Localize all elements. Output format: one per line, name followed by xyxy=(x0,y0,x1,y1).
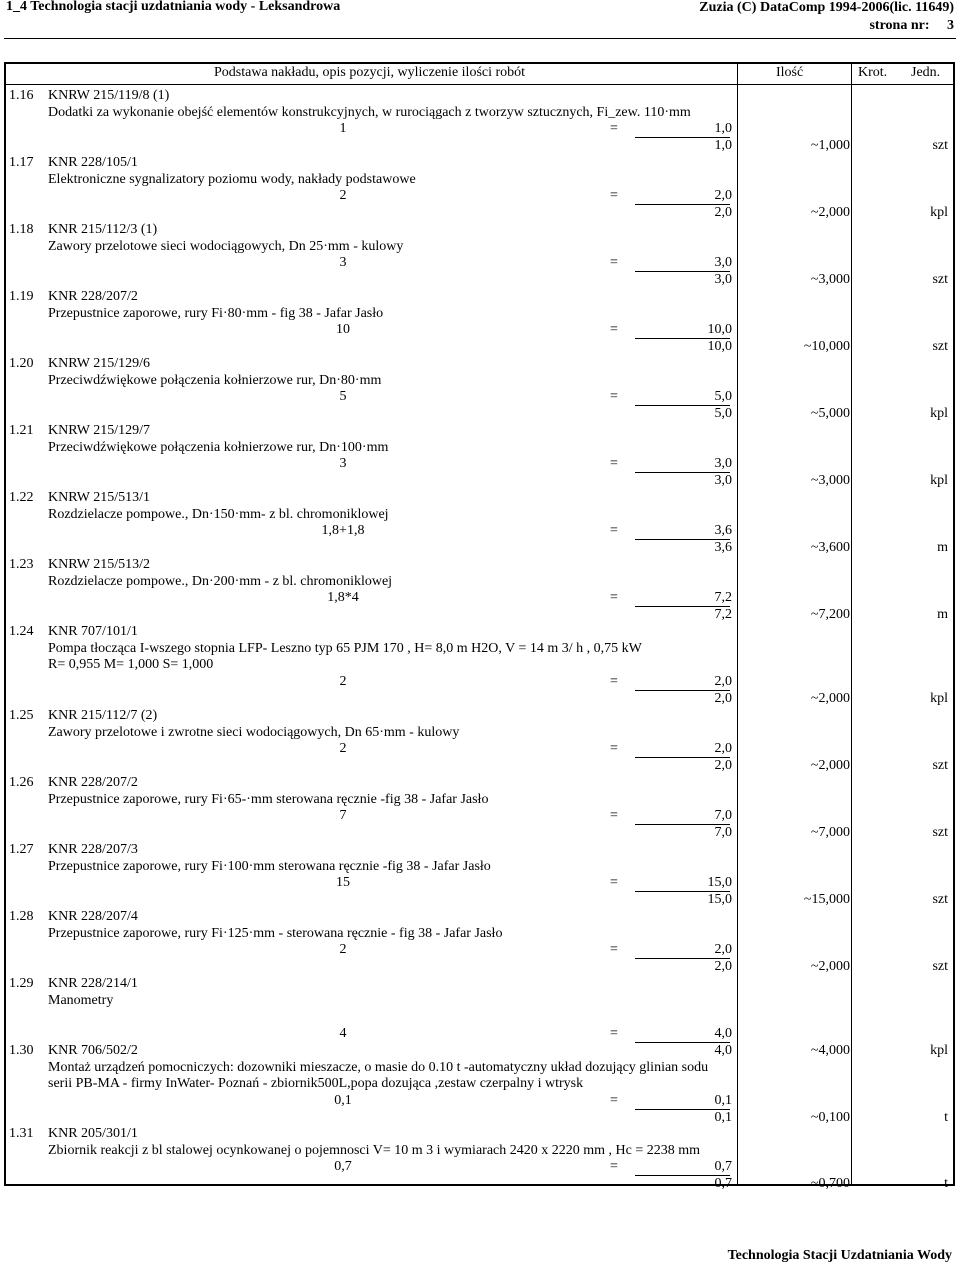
item-quantity: ~0,100 xyxy=(810,1109,850,1125)
item-expression: 3 xyxy=(339,456,347,472)
column-header-qty: Ilość xyxy=(776,65,804,80)
item-description: Dodatki za wykonanie obejść elementów konstrukcyjnych, w rurociągach z tworzyw sztucznych, Fi_zew. 110·mm xyxy=(48,104,691,120)
item-code: KNRW 215/119/8 (1) xyxy=(48,88,170,103)
item-description: Przepustnice zaporowe, rury Fi·80·mm - fig 38 - Jafar Jasło xyxy=(48,305,384,321)
item-quantity: ~4,000 xyxy=(810,1042,850,1058)
column-divider-qty xyxy=(737,62,738,1186)
item-code: KNR 205/301/1 xyxy=(48,1126,138,1141)
item-description: Przepustnice zaporowe, rury Fi·125·mm - sterowana ręcznie - fig 38 - Jafar Jasło xyxy=(48,925,503,941)
item-code: KNR 706/502/2 xyxy=(48,1043,138,1058)
item-total: 15,0 xyxy=(707,892,732,908)
item-equals: = xyxy=(610,255,618,271)
item-total: 2,0 xyxy=(714,959,732,975)
item-number: 1.30 xyxy=(9,1043,34,1058)
item-value: 2,0 xyxy=(714,741,732,757)
item-quantity: ~2,000 xyxy=(810,205,850,221)
item-value: 2,0 xyxy=(714,188,732,204)
item-number: 1.19 xyxy=(9,289,34,304)
item-expression: 1 xyxy=(339,121,347,137)
column-header-rule xyxy=(4,84,955,85)
item-total: 7,0 xyxy=(714,825,732,841)
item-equals: = xyxy=(610,875,618,891)
item-unit: szt xyxy=(932,272,948,288)
item-quantity: ~2,000 xyxy=(810,758,850,774)
item-expression: 3 xyxy=(339,255,347,271)
item-value: 3,0 xyxy=(714,456,732,472)
item-unit: szt xyxy=(932,339,948,355)
item-total: 3,0 xyxy=(714,473,732,489)
item-unit: m xyxy=(937,607,948,623)
item-expression: 2 xyxy=(339,741,347,757)
item-number: 1.28 xyxy=(9,909,34,924)
item-code: KNR 215/112/3 (1) xyxy=(48,222,158,237)
item-value: 4,0 xyxy=(714,1026,732,1042)
item-code: KNRW 215/129/6 xyxy=(48,356,151,371)
item-description: Zawory przelotowe i zwrotne sieci wodociągowych, Dn 65·mm - kulowy xyxy=(48,724,460,740)
page-number: 3 xyxy=(947,18,954,33)
item-quantity: ~7,200 xyxy=(810,607,850,623)
item-total: 0,7 xyxy=(714,1176,732,1192)
item-quantity: ~2,000 xyxy=(810,959,850,975)
item-unit: szt xyxy=(932,138,948,154)
item-code: KNRW 215/129/7 xyxy=(48,423,151,438)
item-expression: 1,8*4 xyxy=(327,590,359,606)
item-code: KNR 228/214/1 xyxy=(48,976,138,991)
item-description: Montaż urządzeń pomocniczych: dozowniki mieszacze, o masie do 0.10 t -automatyczny układ dozujący glinian sodu xyxy=(48,1059,709,1075)
item-description: Przepustnice zaporowe, rury Fi·100·mm sterowana ręcznie -fig 38 - Jafar Jasło xyxy=(48,858,491,874)
item-value: 0,7 xyxy=(714,1159,732,1175)
item-description: Zawory przelotowe sieci wodociągowych, Dn 25·mm - kulowy xyxy=(48,238,404,254)
item-number: 1.27 xyxy=(9,842,34,857)
item-quantity: ~7,000 xyxy=(810,825,850,841)
item-unit: kpl xyxy=(930,406,948,422)
page-label: strona nr: xyxy=(869,18,930,33)
item-value: 7,0 xyxy=(714,808,732,824)
column-header-basis: Podstawa nakładu, opis pozycji, wyliczenie ilości robót xyxy=(214,65,526,80)
item-unit: szt xyxy=(932,892,948,908)
item-expression: 2 xyxy=(339,674,347,690)
item-total: 0,1 xyxy=(714,1109,732,1125)
item-quantity: ~1,000 xyxy=(810,138,850,154)
item-unit: kpl xyxy=(930,690,948,706)
item-total: 10,0 xyxy=(707,339,732,355)
item-expression: 1,8+1,8 xyxy=(321,523,365,539)
item-equals: = xyxy=(610,188,618,204)
item-expression: 0,7 xyxy=(334,1159,352,1175)
item-equals: = xyxy=(610,121,618,137)
item-equals: = xyxy=(610,942,618,958)
item-number: 1.20 xyxy=(9,356,34,371)
item-quantity: ~3,600 xyxy=(810,540,850,556)
item-code: KNR 228/105/1 xyxy=(48,155,138,170)
item-code: KNRW 215/513/1 xyxy=(48,490,151,505)
item-code: KNR 228/207/2 xyxy=(48,289,138,304)
item-expression: 0,1 xyxy=(334,1093,352,1109)
item-quantity: ~3,000 xyxy=(810,272,850,288)
item-number: 1.17 xyxy=(9,155,34,170)
item-number: 1.22 xyxy=(9,490,34,505)
item-total: 2,0 xyxy=(714,205,732,221)
document-title: 1_4 Technologia stacji uzdatniania wody - Leksandrowa xyxy=(6,0,341,14)
footer-text: Technologia Stacji Uzdatniania Wody xyxy=(727,1248,952,1263)
item-unit: kpl xyxy=(930,473,948,489)
item-equals: = xyxy=(610,674,618,690)
item-value: 3,0 xyxy=(714,255,732,271)
item-unit: szt xyxy=(932,959,948,975)
item-quantity: ~15,000 xyxy=(803,892,850,908)
item-unit: t xyxy=(944,1109,948,1125)
item-unit: szt xyxy=(932,758,948,774)
item-description: serii PB-MA - firmy InWater- Poznań - zbiornik500L,popa dozująca ,zestaw czerpalny i wtrysk xyxy=(48,1076,584,1092)
item-expression: 15 xyxy=(336,875,350,891)
item-value: 5,0 xyxy=(714,389,732,405)
item-total: 3,6 xyxy=(714,540,732,556)
item-code: KNR 707/101/1 xyxy=(48,624,138,639)
item-description: Elektroniczne sygnalizatory poziomu wody, nakłady podstawowe xyxy=(48,171,416,187)
item-number: 1.21 xyxy=(9,423,34,438)
item-number: 1.25 xyxy=(9,708,34,723)
item-equals: = xyxy=(610,590,618,606)
item-expression: 5 xyxy=(339,389,347,405)
item-number: 1.24 xyxy=(9,624,34,639)
item-total: 1,0 xyxy=(714,138,732,154)
item-equals: = xyxy=(610,322,618,338)
column-header-krot: Krot. xyxy=(858,65,888,80)
item-number: 1.16 xyxy=(9,88,34,103)
item-unit: kpl xyxy=(930,205,948,221)
item-unit: t xyxy=(944,1176,948,1192)
item-unit: szt xyxy=(932,825,948,841)
item-expression: 2 xyxy=(339,942,347,958)
item-value: 10,0 xyxy=(707,322,732,338)
item-value: 7,2 xyxy=(714,590,732,606)
column-divider-krot xyxy=(851,62,852,1186)
item-expression: 4 xyxy=(339,1026,347,1042)
item-code: KNRW 215/513/2 xyxy=(48,557,151,572)
software-label: Zuzia (C) DataComp 1994-2006(lic. 11649) xyxy=(699,0,954,15)
item-expression: 2 xyxy=(339,188,347,204)
item-equals: = xyxy=(610,523,618,539)
item-quantity: ~3,000 xyxy=(810,473,850,489)
item-equals: = xyxy=(610,1159,618,1175)
item-description: Zbiornik reakcji z bl stalowej ocynkowanej o pojemnosci V= 10 m 3 i wymiarach 2420 x 2220 mm , Hc = 2238 mm xyxy=(48,1142,701,1158)
item-equals: = xyxy=(610,1026,618,1042)
item-number: 1.26 xyxy=(9,775,34,790)
item-description: Pompa tłocząca I-wszego stopnia LFP- Leszno typ 65 PJM 170 , H= 8,0 m H2O, V = 14 m 3/ h , 0,75 kW xyxy=(48,640,642,656)
item-code: KNR 228/207/2 xyxy=(48,775,138,790)
item-quantity: ~2,000 xyxy=(810,690,850,706)
item-code: KNR 228/207/3 xyxy=(48,842,138,857)
item-description: Przeciwdźwiękowe połączenia kołnierzowe rur, Dn·100·mm xyxy=(48,439,389,455)
item-unit: kpl xyxy=(930,1042,948,1058)
item-value: 0,1 xyxy=(714,1093,732,1109)
item-total: 5,0 xyxy=(714,406,732,422)
item-description: Przepustnice zaporowe, rury Fi·65-·mm sterowana ręcznie -fig 38 - Jafar Jasło xyxy=(48,791,489,807)
item-expression: 10 xyxy=(336,322,350,338)
item-number: 1.18 xyxy=(9,222,34,237)
item-equals: = xyxy=(610,456,618,472)
item-description: R= 0,955 M= 1,000 S= 1,000 xyxy=(48,657,214,673)
item-value: 2,0 xyxy=(714,942,732,958)
item-number: 1.31 xyxy=(9,1126,34,1141)
item-description: Przeciwdźwiękowe połączenia kołnierzowe rur, Dn·80·mm xyxy=(48,372,382,388)
item-quantity: ~10,000 xyxy=(803,339,850,355)
item-value: 15,0 xyxy=(707,875,732,891)
item-description: Rozdzielacze pompowe., Dn·200·mm - z bl. chromoniklowej xyxy=(48,573,393,589)
item-equals: = xyxy=(610,389,618,405)
item-description: Manometry xyxy=(48,992,114,1008)
item-description: Rozdzielacze pompowe., Dn·150·mm- z bl. chromoniklowej xyxy=(48,506,389,522)
item-value: 1,0 xyxy=(714,121,732,137)
item-expression: 7 xyxy=(339,808,347,824)
item-value: 2,0 xyxy=(714,674,732,690)
header-right xyxy=(699,0,954,35)
item-value: 3,6 xyxy=(714,523,732,539)
item-unit: m xyxy=(937,540,948,556)
item-total: 4,0 xyxy=(714,1042,732,1058)
item-number: 1.29 xyxy=(9,976,34,991)
item-equals: = xyxy=(610,1093,618,1109)
item-total: 2,0 xyxy=(714,758,732,774)
item-quantity: ~0,700 xyxy=(810,1176,850,1192)
item-quantity: ~5,000 xyxy=(810,406,850,422)
item-total: 2,0 xyxy=(714,690,732,706)
header-rule xyxy=(4,38,956,39)
item-equals: = xyxy=(610,808,618,824)
item-code: KNR 228/207/4 xyxy=(48,909,138,924)
item-code: KNR 215/112/7 (2) xyxy=(48,708,158,723)
item-number: 1.23 xyxy=(9,557,34,572)
item-total: 3,0 xyxy=(714,272,732,288)
item-total: 7,2 xyxy=(714,607,732,623)
item-equals: = xyxy=(610,741,618,757)
page-indicator xyxy=(699,17,954,35)
column-header-unit: Jedn. xyxy=(911,65,941,80)
